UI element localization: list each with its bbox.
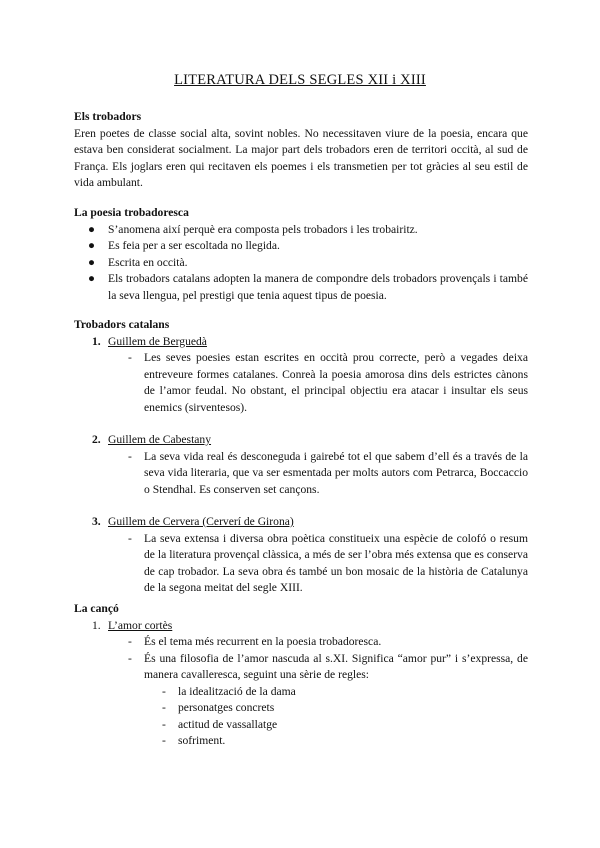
section-heading: La cançó: [74, 602, 119, 615]
section-heading: La poesia trobadoresca: [74, 206, 189, 219]
topic-name: L’amor cortès: [108, 618, 173, 632]
section-trobadors-catalans: [74, 317, 528, 597]
list-item: ● Escrita en occità.: [74, 255, 528, 272]
numbered-item: [74, 514, 528, 531]
dash-marker: -: [128, 635, 132, 648]
sub-dash-item: - sofriment.: [74, 733, 528, 750]
item-number: 1.: [92, 334, 101, 348]
dash-marker: -: [128, 531, 132, 545]
dash-marker: -: [162, 701, 166, 714]
bullet-icon: ●: [88, 272, 96, 285]
dash-marker: -: [162, 717, 166, 731]
list-item: ● Es feia per a ser escoltada no llegida.: [74, 238, 528, 255]
dash-item: [74, 449, 528, 499]
author-name: Guillem de Cabestany: [108, 433, 212, 446]
author-name: Guillem de Cervera (Cerverí de Girona): [108, 515, 294, 528]
dash-marker: -: [128, 651, 132, 665]
dash-item: [74, 531, 528, 597]
section-trobadors: [74, 109, 528, 192]
list-item: ● S’anomena així perquè era composta pels trobadors i les trobairitz.: [74, 222, 528, 239]
dash-item: [74, 350, 528, 416]
section-heading: Trobadors catalans: [74, 318, 170, 331]
section-poesia: [74, 205, 528, 304]
author-description: La seva extensa i diversa obra poètica constitueix una espècie de colofó o resum de la literatura provençal clàssica, a més de ser l’obra més extensa que es conserva de cap trobador. La seva obra és també un bon mosaic de la història de Catalunya de la segona meitat del segle XIII.: [144, 531, 528, 594]
section-canco: [74, 601, 528, 750]
numbered-item: [74, 334, 528, 351]
item-number: 1.: [92, 618, 101, 632]
bullet-icon: ●: [88, 222, 96, 236]
author-description: Les seves poesies estan escrites en occità prou correcte, però a vegades deixa entreveure formes catalanes. Conreà la poesia amorosa dins dels estrictes cànons de l’amor feudal. No obstant, el principal objectiu era atacar i insultar els seus enemics (sirventesos).: [144, 351, 528, 414]
sub-dash-item: - la idealització de la dama: [74, 684, 528, 701]
page-title: LITERATURA DELS SEGLES XII i XIII: [174, 72, 426, 88]
item-number: 3.: [92, 515, 101, 528]
dash-item: - És el tema més recurrent en la poesia trobadoresca.: [74, 634, 528, 651]
dash-marker: -: [162, 684, 166, 698]
dash-item: - És una filosofia de l’amor nascuda al s.XI. Significa “amor pur” i s’expressa, de manera cavalleresca, seguint una sèrie de regles:: [128, 651, 528, 681]
sub-dash-item: - actitud de vassallatge: [74, 717, 528, 734]
sub-dash-item: - personatges concrets: [74, 700, 528, 717]
author-description: La seva vida real és desconeguda i gairebé tot el que sabem d’ell és a través de la seva vida literaria, que va ser esmentada per molts autors com Petrarca, Boccaccio o Stendhal. Es conserven set cançons.: [144, 449, 528, 496]
bullet-icon: ●: [88, 255, 96, 269]
bullet-icon: ●: [88, 239, 96, 252]
numbered-item: [74, 432, 528, 449]
dash-marker: -: [128, 449, 132, 463]
list-item: ● Els trobadors catalans adopten la manera de compondre dels trobadors provençals i també la seva llengua, pel prestigi que tenia aquest tipus de poesia.: [88, 272, 528, 302]
numbered-item: [74, 618, 528, 635]
item-number: 2.: [92, 433, 101, 446]
paragraph: Eren poetes de classe social alta, sovint nobles. No necessitaven viure de la poesia, encara que estava ben considerat socialment. La major part dels trobadors eren de territori occità, al sud de França. Els joglars eren qui recitaven els poemes i els transmetien per tot gràcies al seu estil de vida ambulant.: [74, 126, 528, 189]
section-heading: Els trobadors: [74, 110, 142, 123]
bullet-list: [74, 222, 528, 305]
author-name: Guillem de Berguedà: [108, 334, 207, 348]
dash-marker: -: [128, 351, 132, 364]
dash-marker: -: [162, 734, 166, 747]
